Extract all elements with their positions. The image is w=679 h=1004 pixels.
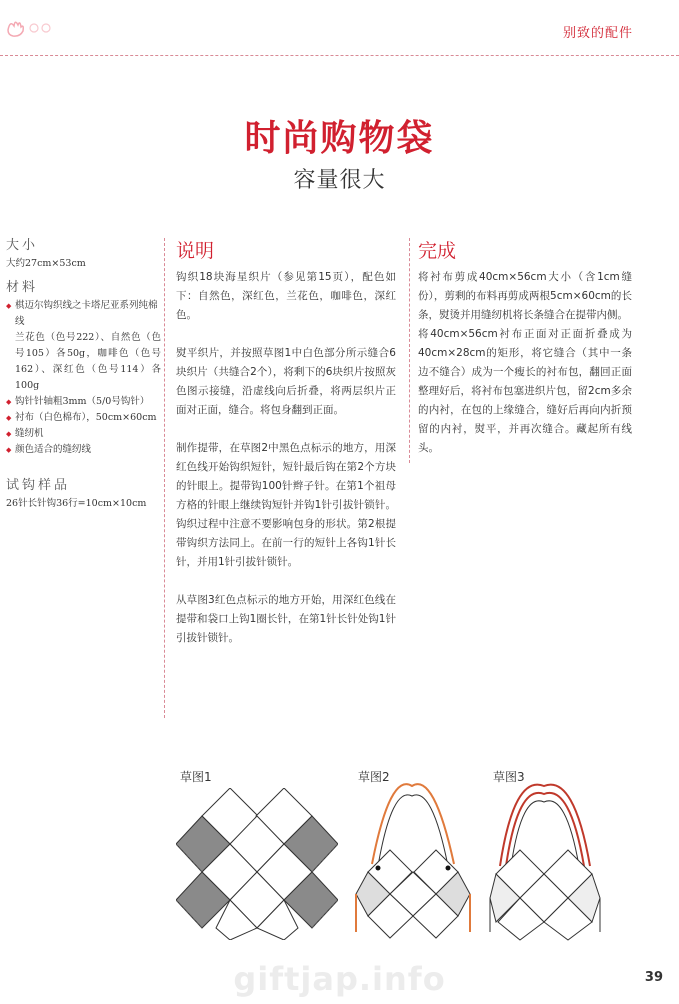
sketch-3-label: 草图3 (493, 770, 525, 784)
sketch-1-diagram (176, 788, 338, 940)
column-divider (409, 238, 410, 463)
column-divider (164, 238, 165, 718)
materials-list (6, 298, 161, 458)
instructions-heading: 说明 (176, 240, 215, 262)
page-subtitle: 容量很大 (293, 168, 386, 193)
finishing-paragraph: 将衬布剪成40cm×56cm大小（含1cm缝份），剪剩的布料再剪成两根5cm×60cm的长条，熨烫并用缝纫机将长条缝合在提带内侧。 (418, 271, 632, 321)
watermark: giftjap.info (233, 960, 446, 998)
size-heading: 大小 (6, 238, 39, 253)
material-item: ◆ 钩针针轴粗3mm（5/0号钩针） (6, 394, 161, 410)
material-item: ◆ 颜色适合的缝纫线 (6, 442, 161, 458)
material-item: ◆ 缝纫机 (6, 426, 161, 442)
header-divider (0, 55, 679, 56)
sketch-2-diagram (350, 782, 480, 942)
material-item: ◆ 棋迈尔钩织线之卡塔尼亚系列纯棉线 (6, 298, 161, 330)
sketch-1-label: 草图1 (180, 770, 212, 784)
instructions-paragraph: 制作提带，在草图2中黑色点标示的地方，用深红色线开始钩织短针，短针最后钩在第2个方块的针眼上。提带钩100针辫子针。在第1个祖母方格的针眼上继续钩短针并钩1针引拔针锁针。钩织过程中注意不要影响包身的形状。第2根提带钩织方法同上。在前一行的短针上各钩1针长针，并用1针引拔针锁针。 (176, 442, 396, 568)
materials-sidebar (6, 238, 161, 512)
page-number: 39 (644, 970, 663, 985)
instructions-paragraph: 从草图3红色点标示的地方开始，用深红色线在提带和袋口上钩1圈长针，在第1针长针处钩1针引拔针锁针。 (176, 594, 396, 644)
gauge-value: 26针长针钩36行=10cm×10cm (6, 498, 147, 509)
sketch-3-diagram (486, 782, 606, 942)
size-value: 大约27cm×53cm (6, 258, 86, 269)
materials-heading: 材料 (6, 280, 39, 295)
material-item: ◆ 衬布（白色棉布），50cm×60cm (6, 410, 161, 426)
gauge-heading: 试钩样品 (6, 478, 71, 493)
material-item-detail: 兰花色（色号222）、自然色（色号105）各50g，咖啡色（色号162）、深红色（色号114）各100g (15, 332, 161, 391)
finishing-paragraph: 将40cm×56cm衬布正面对正面折叠成为40cm×28cm的矩形，将它缝合（其中一条边不缝合）成为一个瘦长的衬布包，翻回正面整理好后，将衬布包塞进织片包，留2cm多余的内衬，在包的上缘缝合，缝好后再向内折预留的内衬，熨平，并再次缝合。藏起所有线头。 (418, 328, 632, 454)
finishing-heading: 完成 (418, 240, 457, 262)
finishing-body (418, 268, 632, 477)
section-title: 别致的配件 (562, 26, 633, 41)
instructions-paragraph: 熨平织片，并按照草图1中白色部分所示缝合6块织片（共缝合2个），将剩下的6块织片按照灰色图示接缝，沿虚线向后折叠，将两层织片正面对正面，缝合。将包身翻到正面。 (176, 347, 396, 416)
hand-logo-icon (4, 16, 64, 38)
page-title: 时尚购物袋 (244, 118, 435, 159)
instructions-paragraph: 钩织18块海星织片（参见第15页），配色如下：自然色，深红色，兰花色，咖啡色，深红色。 (176, 271, 396, 321)
sketch-2-label: 草图2 (358, 770, 390, 784)
instructions-body (176, 268, 396, 667)
